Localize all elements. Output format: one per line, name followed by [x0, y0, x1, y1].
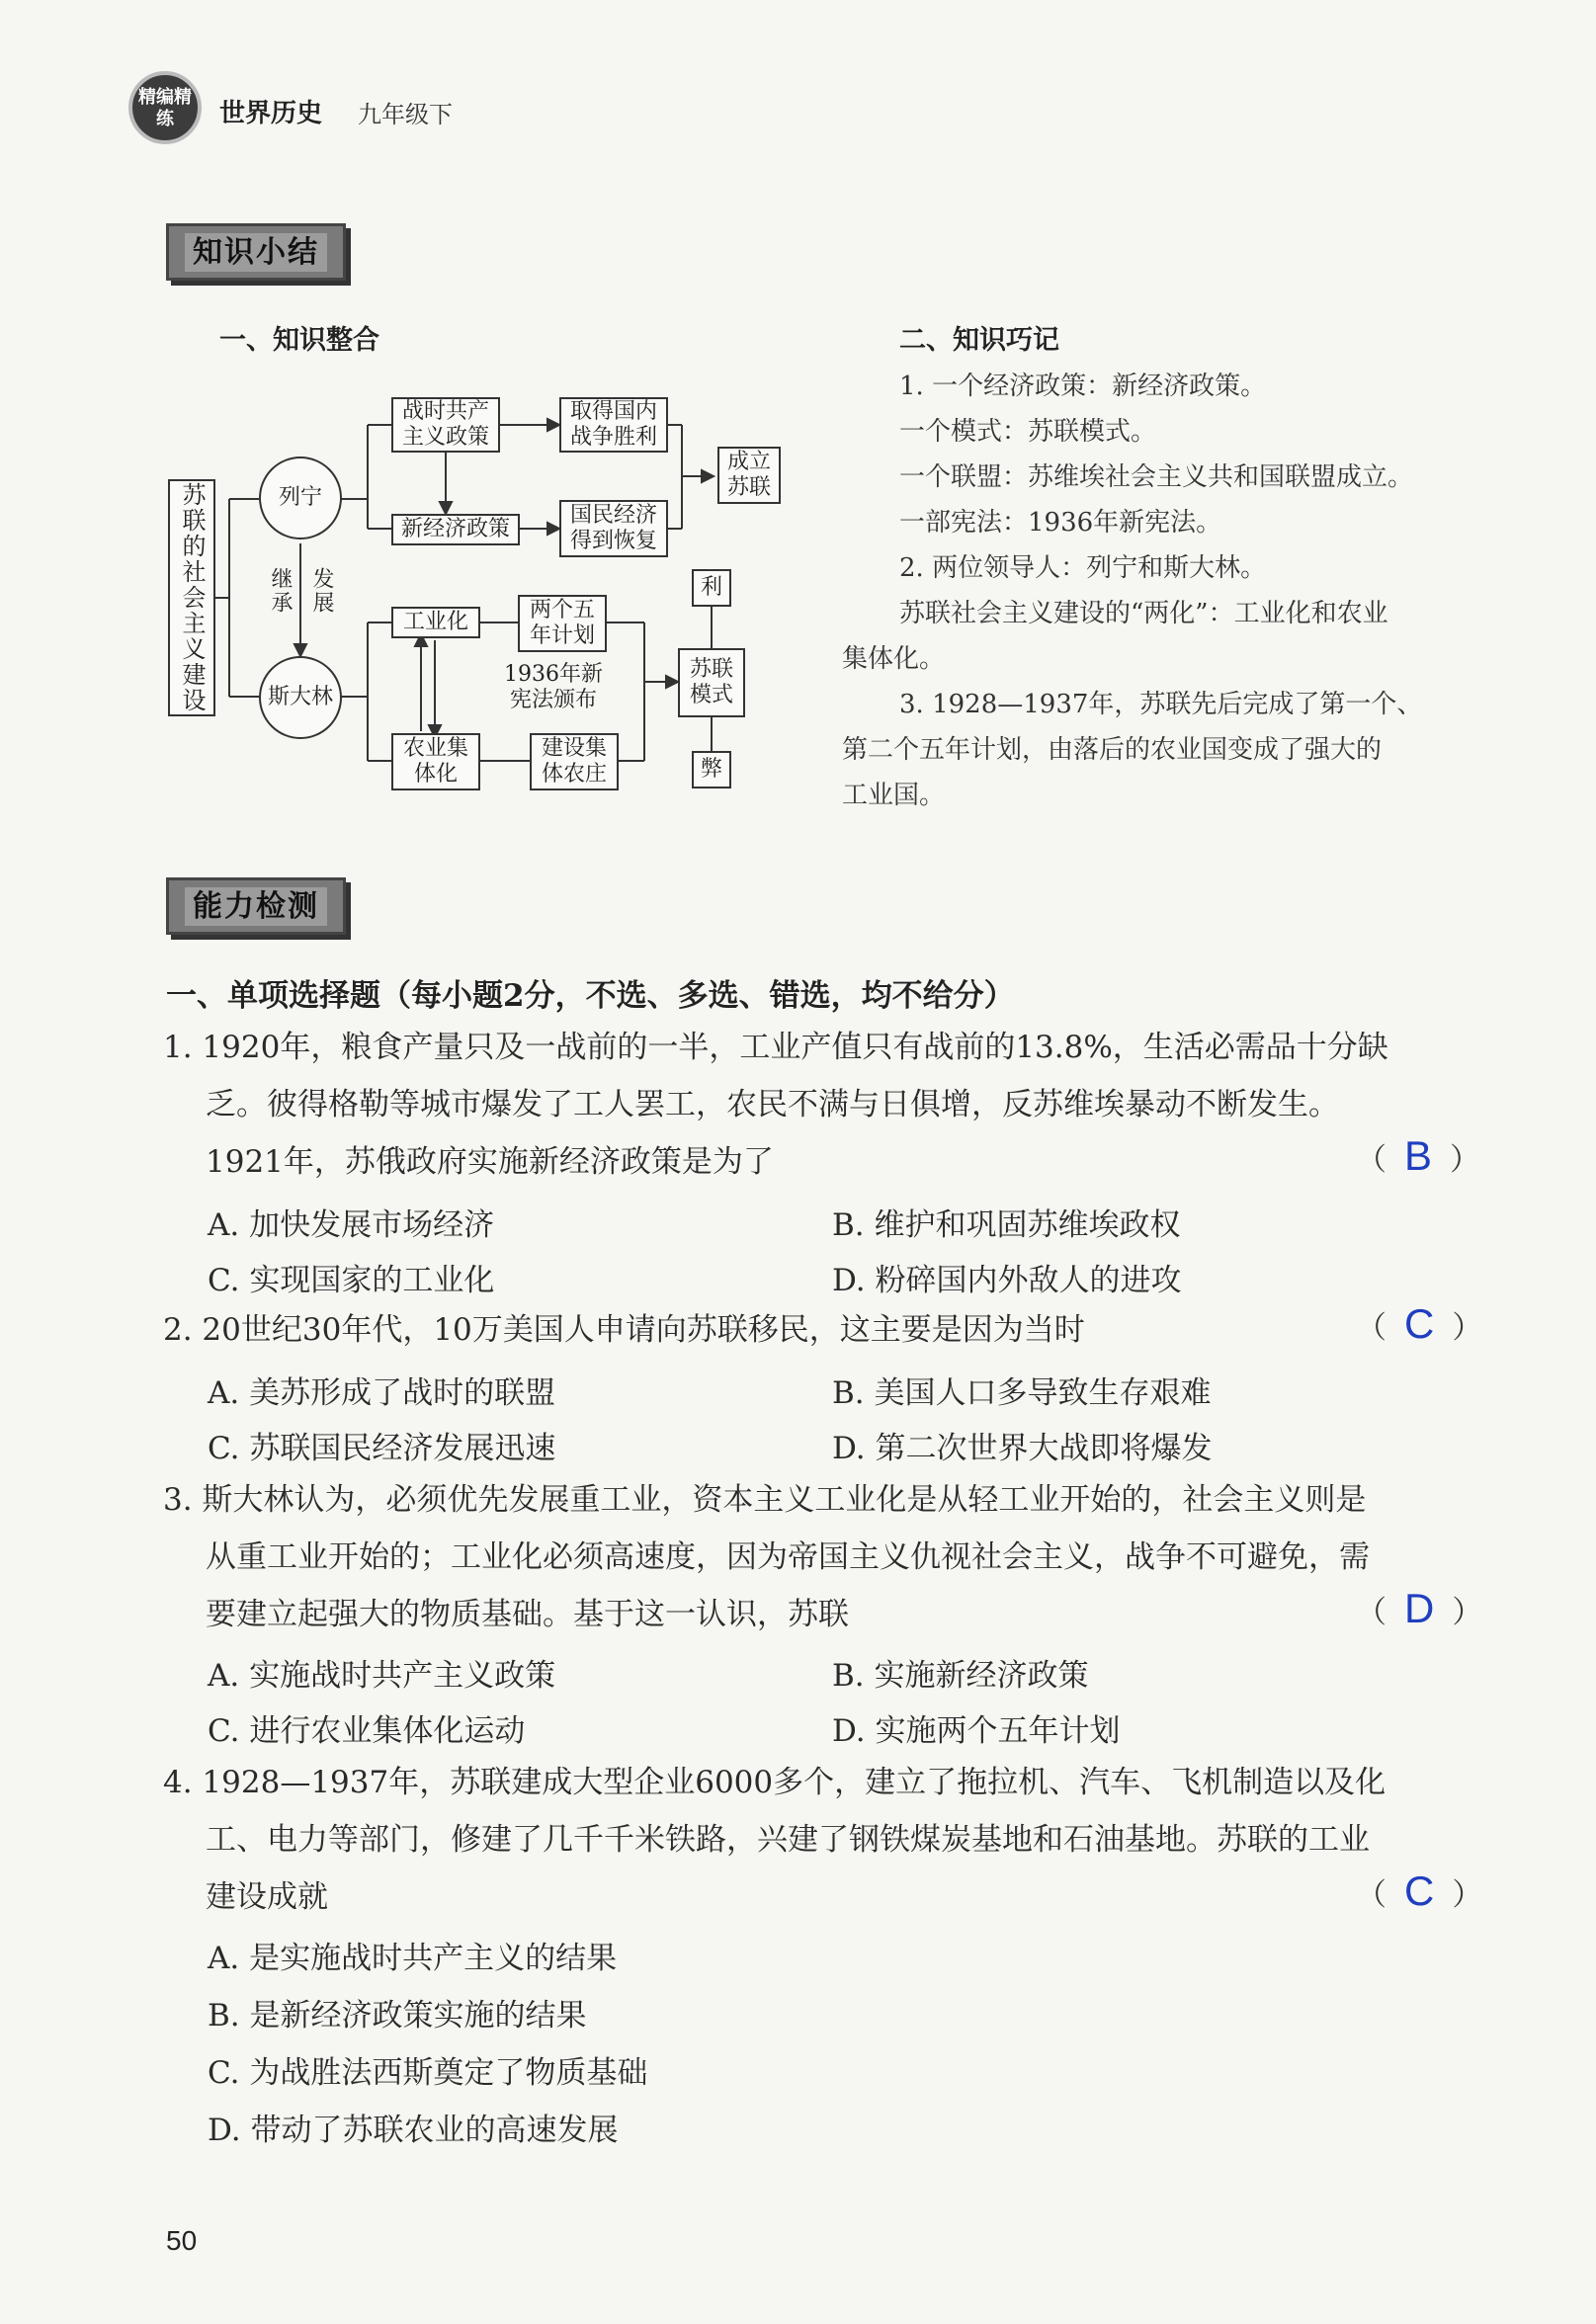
memory-line: 苏联社会主义建设的“两化”：工业化和农业	[899, 599, 1388, 628]
option-a: A. 实施战时共产主义政策	[208, 1658, 556, 1694]
summary-tag	[166, 223, 346, 281]
node-found-ussr: 成立苏联	[717, 447, 781, 504]
memory-line: 工业国。	[842, 781, 946, 810]
question-3-line: 要建立起强大的物质基础。基于这一认识，苏联	[206, 1597, 849, 1632]
node-industrialization: 工业化	[391, 607, 480, 638]
knowledge-diagram	[158, 385, 800, 800]
book-logo: 精编精练	[128, 71, 202, 144]
question-2-line: 2. 20世纪30年代，10万美国人申请向苏联移民，这主要是因为当时	[163, 1312, 1085, 1348]
node-economy-recover: 国民经济得到恢复	[559, 500, 668, 557]
option-b: B. 实施新经济政策	[832, 1658, 1089, 1694]
answer-letter: B	[1404, 1132, 1433, 1179]
option-c: C. 为战胜法西斯奠定了物质基础	[208, 2055, 648, 2091]
memory-line: 一个联盟：苏维埃社会主义共和国联盟成立。	[899, 462, 1414, 492]
paren-close: ）	[1452, 1877, 1483, 1913]
label-develop: 发展	[309, 567, 334, 615]
summary-tag-label: 知识小结	[185, 233, 327, 272]
question-3-line: 从重工业开始的；工业化必须高速度，因为帝国主义仇视社会主义，战争不可避免，需	[206, 1539, 1370, 1575]
question-3-line: 3. 斯大林认为，必须优先发展重工业，资本主义工业化是从轻工业开始的，社会主义则是	[163, 1482, 1367, 1518]
node-five-year-plans: 两个五年计划	[518, 595, 607, 652]
memory-line: 第二个五年计划，由落后的农业国变成了强大的	[842, 735, 1383, 765]
question-1-line: 1. 1920年，粮食产量只及一战前的一半，工业产值只有战前的13.8%，生活必需品十分缺	[163, 1030, 1388, 1065]
book-title: 世界历史	[219, 99, 323, 128]
node-win-war: 取得国内战争胜利	[559, 397, 668, 453]
side-label: 苏联的社会主义建设	[168, 479, 215, 716]
paren-open: （	[1356, 1595, 1386, 1630]
node-constitution: 1936年新宪法颁布	[504, 662, 603, 712]
answer-letter: C	[1404, 1300, 1435, 1347]
option-d: D. 带动了苏联农业的高速发展	[208, 2113, 619, 2148]
question-1-line: 1921年，苏俄政府实施新经济政策是为了	[206, 1144, 774, 1180]
option-c: C. 实现国家的工业化	[208, 1263, 495, 1298]
question-3-answer	[1356, 1585, 1482, 1632]
node-war-communism: 战时共产主义政策	[391, 397, 500, 453]
option-d: D. 第二次世界大战即将爆发	[832, 1431, 1213, 1466]
question-1-line: 乏。彼得格勒等城市爆发了工人罢工，农民不满与日俱增，反苏维埃暴动不断发生。	[206, 1087, 1339, 1122]
option-d: D. 实施两个五年计划	[832, 1713, 1121, 1749]
question-4-line: 工、电力等部门，修建了几千千米铁路，兴建了钢铁煤炭基地和石油基地。苏联的工业	[206, 1822, 1370, 1858]
option-b: B. 是新经济政策实施的结果	[208, 1998, 587, 2034]
memory-heading: 二、知识巧记	[899, 325, 1059, 356]
question-1-answer	[1356, 1132, 1480, 1180]
question-4-line: 建设成就	[206, 1879, 328, 1915]
option-a: A. 是实施战时共产主义的结果	[208, 1941, 618, 1976]
node-soviet-model: 苏联模式	[678, 648, 745, 717]
paren-close: ）	[1452, 1595, 1483, 1630]
paren-close: ）	[1452, 1310, 1483, 1346]
node-stalin: 斯大林	[259, 656, 342, 739]
option-a: A. 美苏形成了战时的联盟	[208, 1375, 556, 1411]
option-b: B. 维护和巩固苏维埃政权	[832, 1207, 1181, 1243]
node-pro: 利	[692, 569, 731, 607]
question-4-line: 4. 1928—1937年，苏联建成大型企业6000多个，建立了拖拉机、汽车、飞机制造以及化	[163, 1765, 1386, 1800]
answer-letter: D	[1404, 1585, 1435, 1631]
memory-line: 一部宪法：1936年新宪法。	[899, 508, 1222, 538]
option-d: D. 粉碎国内外敌人的进攻	[832, 1263, 1182, 1298]
paren-open: （	[1356, 1310, 1386, 1346]
node-lenin: 列宁	[259, 456, 342, 540]
option-b: B. 美国人口多导致生存艰难	[832, 1375, 1212, 1411]
node-con: 弊	[692, 751, 731, 788]
paren-open: （	[1356, 1142, 1386, 1178]
option-a: A. 加快发展市场经济	[208, 1207, 495, 1243]
page-number: 50	[166, 2225, 198, 2256]
memory-line: 集体化。	[842, 644, 946, 674]
grade-label: 九年级下	[358, 101, 453, 128]
paren-open: （	[1356, 1877, 1386, 1913]
memory-line: 一个模式：苏联模式。	[899, 417, 1157, 447]
node-agri-collective: 农业集体化	[391, 733, 480, 790]
node-collective-farms: 建设集体农庄	[530, 733, 619, 790]
label-inherit: 继承	[268, 567, 293, 615]
memory-line: 2. 两位领导人：列宁和斯大林。	[899, 553, 1267, 583]
option-c: C. 进行农业集体化运动	[208, 1713, 526, 1749]
option-c: C. 苏联国民经济发展迅速	[208, 1431, 556, 1466]
integration-heading: 一、知识整合	[219, 325, 379, 356]
paren-close: ）	[1450, 1142, 1481, 1178]
question-2-answer	[1356, 1300, 1482, 1348]
memory-line: 1. 一个经济政策：新经济政策。	[899, 372, 1267, 401]
answer-letter: C	[1404, 1868, 1435, 1914]
question-4-answer	[1356, 1868, 1482, 1915]
ability-tag	[166, 877, 346, 935]
choice-section-heading: 一、单项选择题（每小题2分，不选、多选、错选，均不给分）	[166, 978, 1015, 1014]
node-nep: 新经济政策	[391, 514, 520, 545]
ability-tag-label: 能力检测	[185, 887, 327, 926]
memory-line: 3. 1928—1937年，苏联先后完成了第一个、	[899, 690, 1423, 719]
